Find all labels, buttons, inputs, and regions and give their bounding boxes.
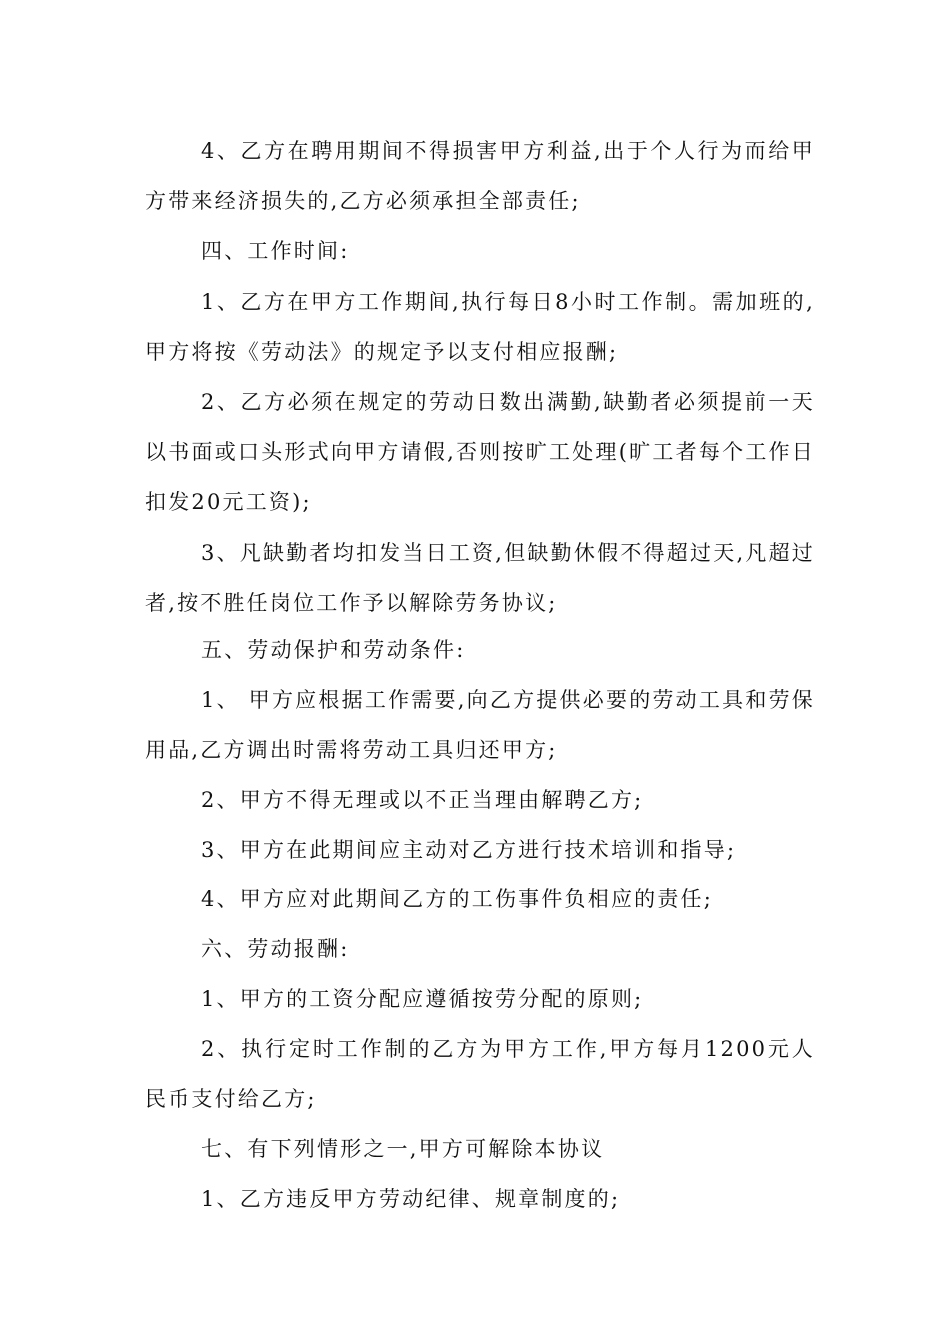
clause-6-item-1: 1、甲方的工资分配应遵循按劳分配的原则; — [201, 987, 644, 1011]
clause-5-item-1: 1、 甲方应根据工作需要,向乙方提供必要的劳动工具和劳保用品,乙方调出时需将劳动工具归还甲方; — [145, 688, 815, 762]
section-5-heading: 五、劳动保护和劳动条件: — [201, 638, 466, 662]
clause-4-item-2: 2、乙方必须在规定的劳动日数出满勤,缺勤者必须提前一天以书面或口头形式向甲方请假,否则按旷工处理(旷工者每个工作日扣发20元工资); — [145, 390, 815, 514]
clause-5-item-2: 2、甲方不得无理或以不正当理由解聘乙方; — [201, 788, 644, 812]
clause-4-item-1: 1、乙方在甲方工作期间,执行每日8小时工作制。需加班的,甲方将按《劳动法》的规定予以支付相应报酬; — [145, 290, 815, 364]
clause-5-item-3: 3、甲方在此期间应主动对乙方进行技术培训和指导; — [201, 838, 737, 862]
clause-3-item-4: 4、乙方在聘用期间不得损害甲方利益,出于个人行为而给甲方带来经济损失的,乙方必须承担全部责任; — [145, 139, 815, 213]
section-6-heading: 六、劳动报酬: — [201, 937, 350, 961]
clause-6-item-2: 2、执行定时工作制的乙方为甲方工作,甲方每月1200元人民币支付给乙方; — [145, 1037, 815, 1111]
clause-4-item-3: 3、凡缺勤者均扣发当日工资,但缺勤休假不得超过天,凡超过者,按不胜任岗位工作予以解除劳务协议; — [145, 541, 815, 615]
clause-5-item-4: 4、甲方应对此期间乙方的工伤事件负相应的责任; — [201, 887, 714, 911]
section-7-heading: 七、有下列情形之一,甲方可解除本协议 — [201, 1137, 605, 1161]
section-4-heading: 四、工作时间: — [201, 239, 350, 263]
clause-7-item-1: 1、乙方违反甲方劳动纪律、规章制度的; — [201, 1187, 621, 1211]
